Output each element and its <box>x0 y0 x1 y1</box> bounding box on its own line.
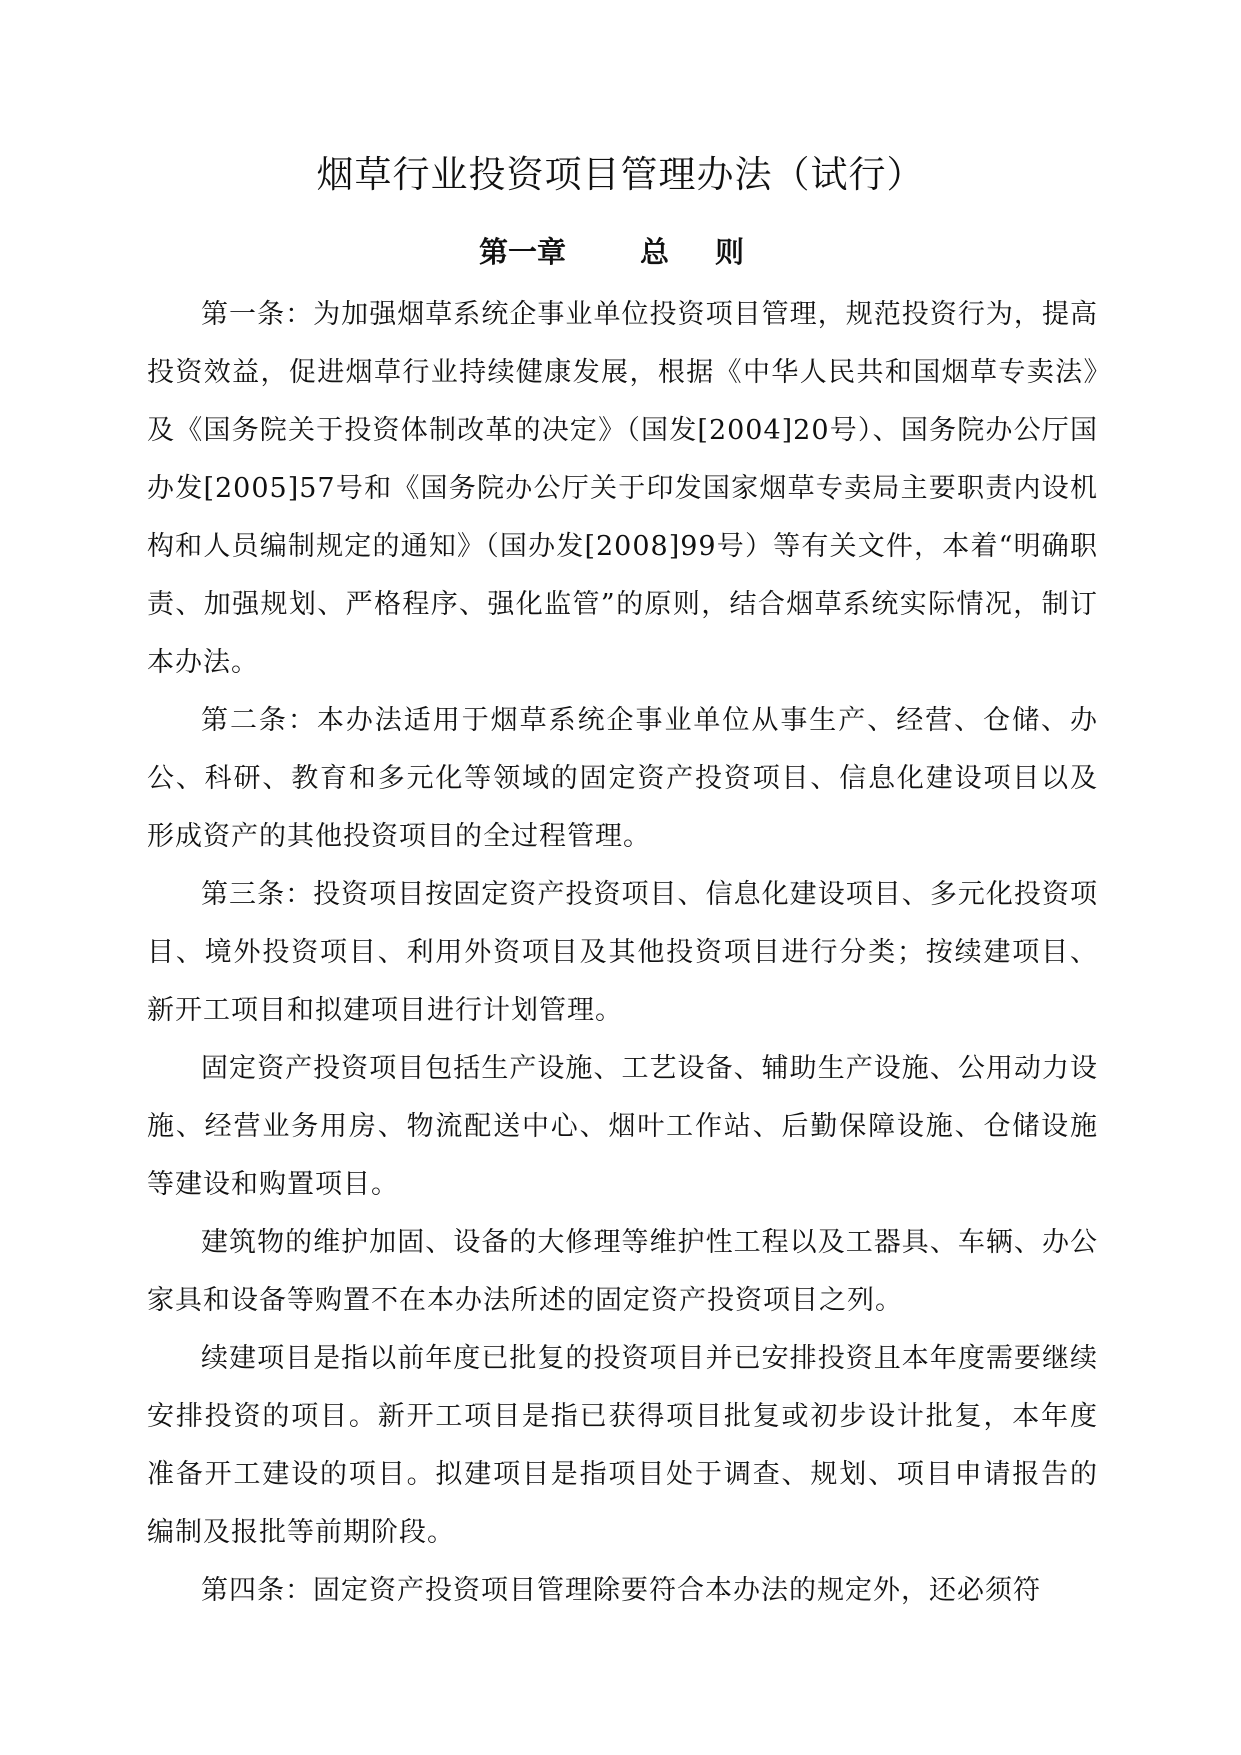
fixed-asset-definition-paragraph: 固定资产投资项目包括生产设施、工艺设备、辅助生产设施、公用动力设施、经营业务用房、物流配送中心、烟叶工作站、后勤保障设施、仓储设施等建设和购置项目。 <box>147 1053 1098 1200</box>
project-types-paragraph: 续建项目是指以前年度已批复的投资项目并已安排投资且本年度需要继续安排投资的项目。新开工项目是指已获得项目批复或初步设计批复，本年度准备开工建设的项目。拟建项目是指项目处于调查、规划、项目申请报告的编制及报批等前期阶段。 <box>147 1343 1098 1548</box>
document-body <box>147 286 1098 1620</box>
article-2-paragraph: 第二条：本办法适用于烟草系统企事业单位从事生产、经营、仓储、办公、科研、教育和多元化等领域的固定资产投资项目、信息化建设项目以及形成资产的其他投资项目的全过程管理。 <box>147 705 1098 852</box>
exclusion-paragraph: 建筑物的维护加固、设备的大修理等维护性工程以及工器具、车辆、办公家具和设备等购置不在本办法所述的固定资产投资项目之列。 <box>147 1227 1098 1316</box>
article-4-paragraph: 第四条：固定资产投资项目管理除要符合本办法的规定外，还必须符 <box>201 1575 1041 1606</box>
article-1-paragraph: 第一条：为加强烟草系统企事业单位投资项目管理，规范投资行为，提高投资效益，促进烟草行业持续健康发展，根据《中华人民共和国烟草专卖法》及《国务院关于投资体制改革的决定》（国发[2004]20号）、国务院办公厅国办发[2005]57号和《国务院办公厅关于印发国家烟草专卖局主要职责内设机构和人员编制规定的通知》（国办发[2008]99号）等有关文件，本着“明确职责、加强规划、严格程序、强化监管”的原则，结合烟草系统实际情况，制订本办法。 <box>147 299 1098 678</box>
chapter-number: 第一章 <box>478 235 566 269</box>
chapter-name: 总 则 <box>639 235 763 269</box>
chapter-heading <box>0 230 1241 274</box>
article-3-paragraph: 第三条：投资项目按固定资产投资项目、信息化建设项目、多元化投资项目、境外投资项目、利用外资项目及其他投资项目进行分类；按续建项目、新开工项目和拟建项目进行计划管理。 <box>147 879 1098 1026</box>
document-title: 烟草行业投资项目管理办法（试行） <box>316 153 925 196</box>
